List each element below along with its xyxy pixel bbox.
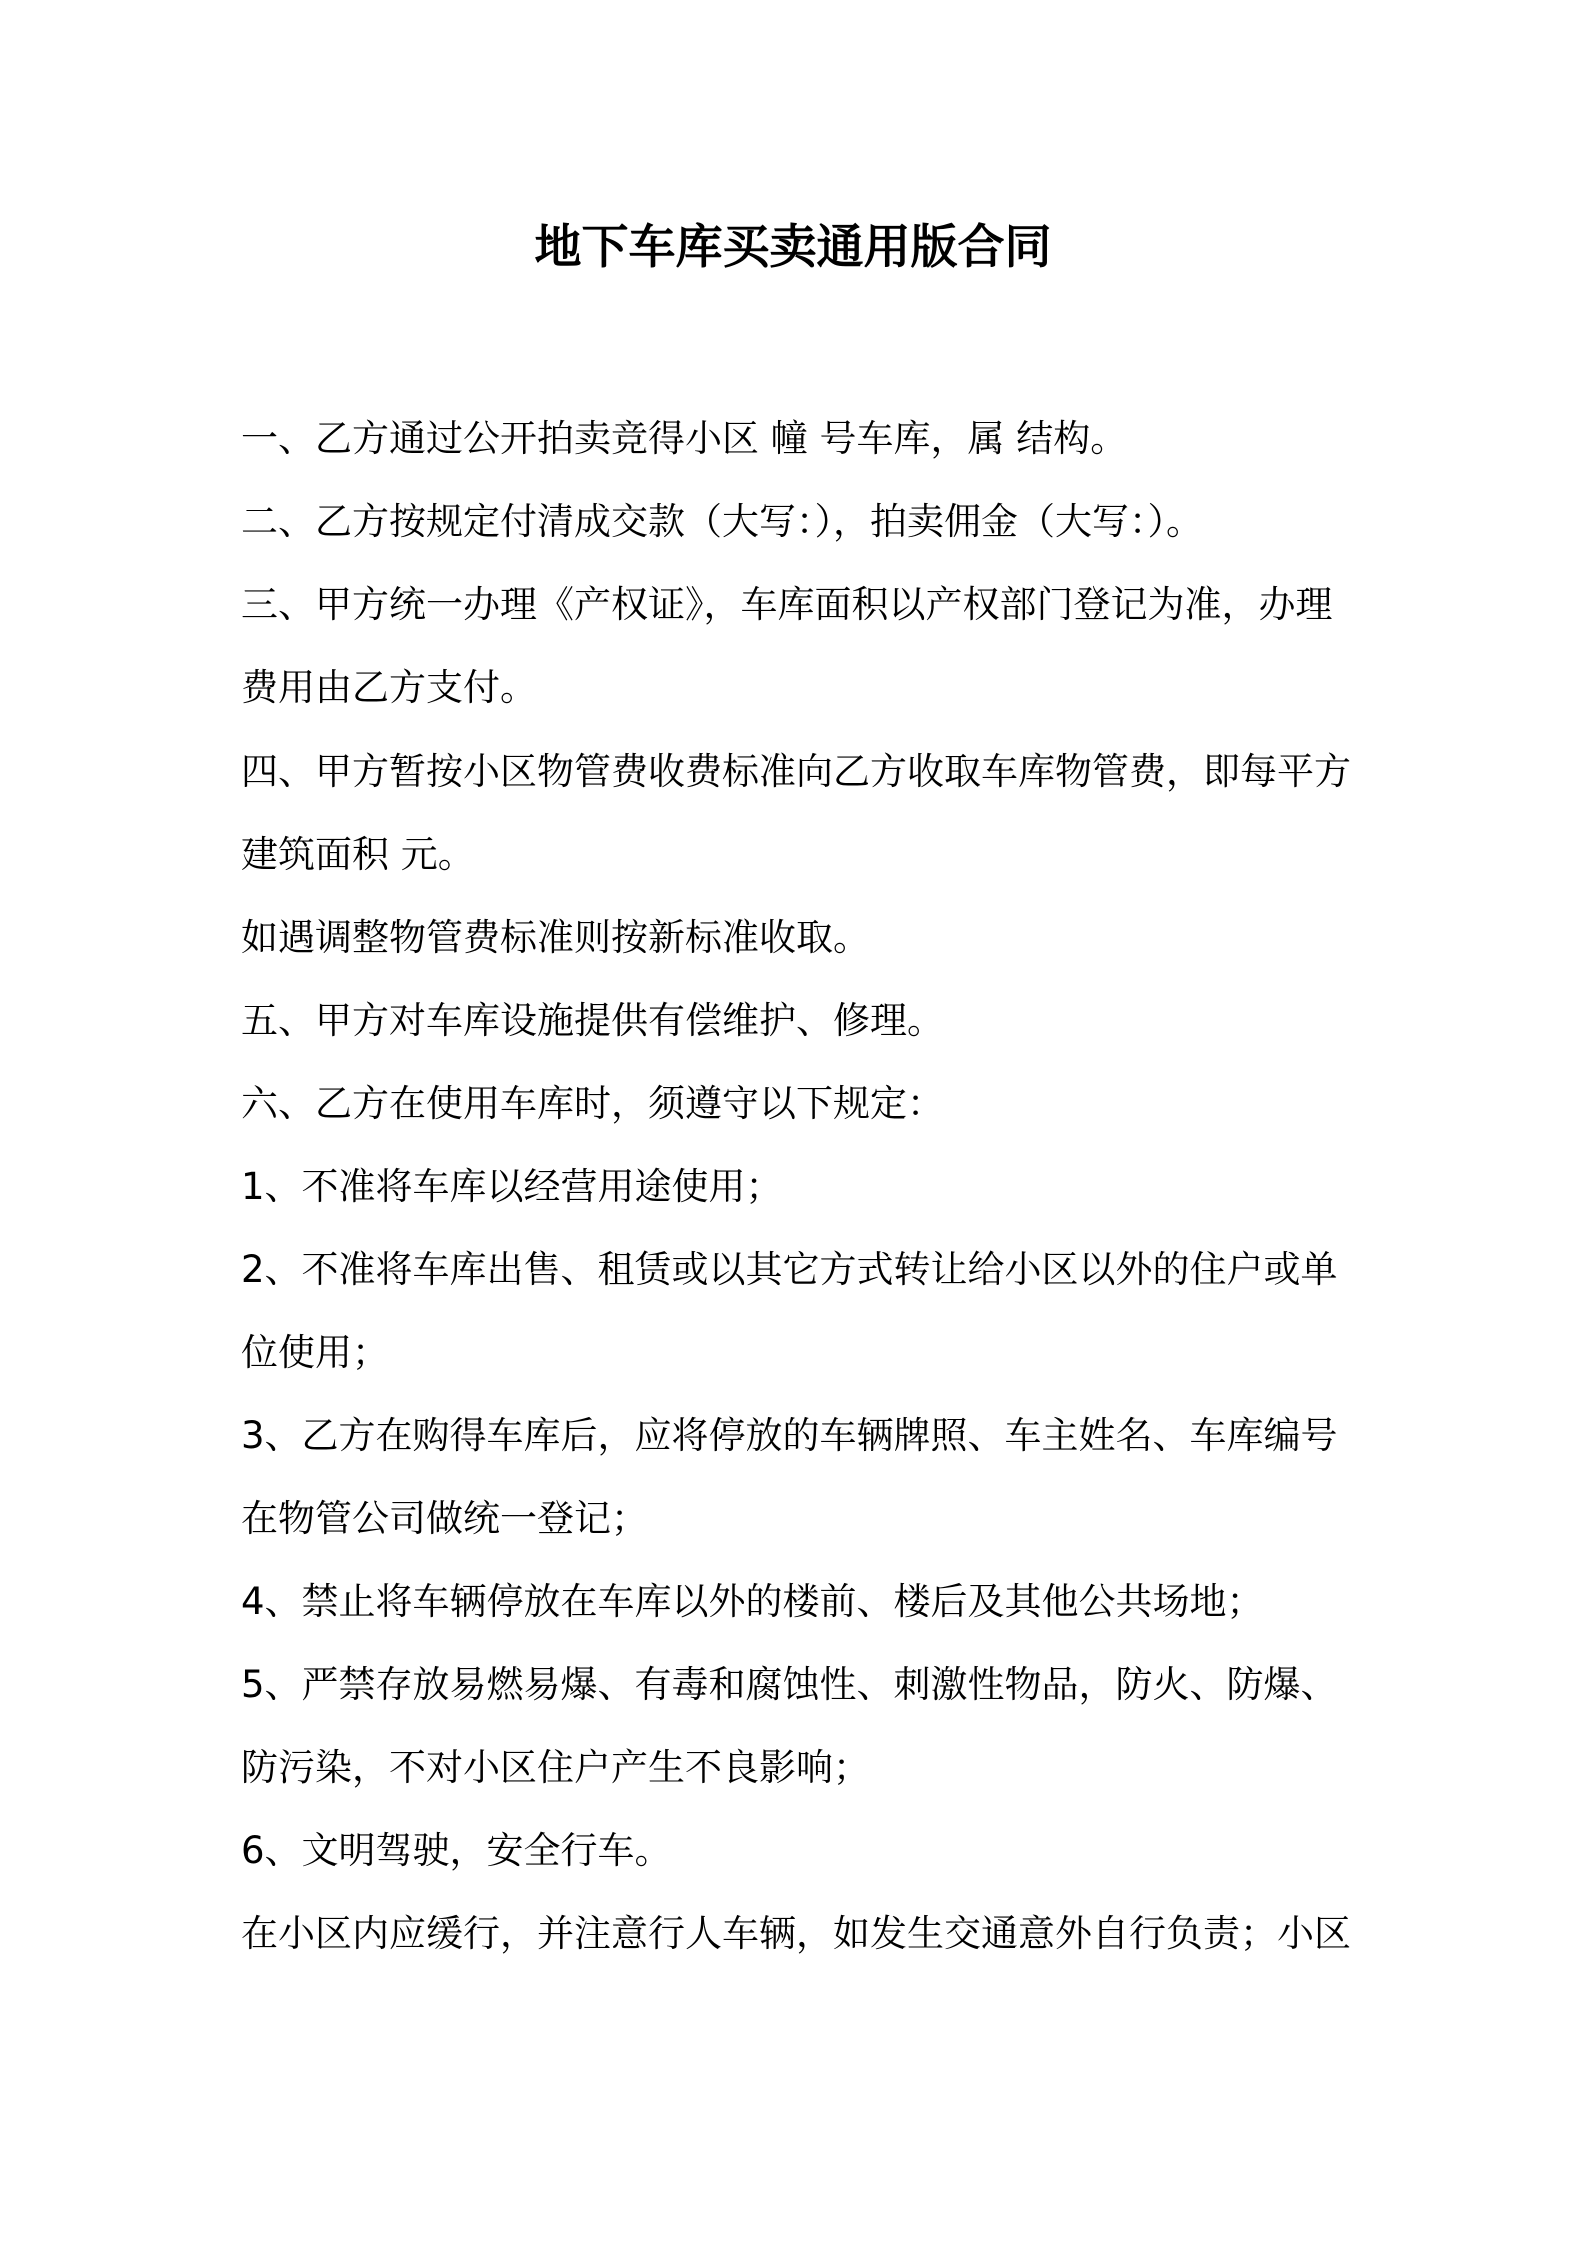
clause-6: 六、乙方在使用车库时，须遵守以下规定： [241,1082,944,1125]
rule-2: 2、不准将车库出售、租赁或以其它方式转让给小区以外的住户或单 [241,1248,1338,1291]
clause-1: 一、乙方通过公开拍卖竞得小区 幢 号车库，属 结构。 [241,417,1128,460]
rule-5: 5、严禁存放易燃易爆、有毒和腐蚀性、刺激性物品，防火、防爆、 [241,1663,1338,1706]
document-title: 地下车库买卖通用版合同 [534,220,1052,275]
clause-2: 二、乙方按规定付清成交款（大写：），拍卖佣金（大写：）。 [241,500,1203,543]
clause-4-continued: 建筑面积 元。 [241,833,475,876]
rule-3: 3、乙方在购得车库后，应将停放的车辆牌照、车主姓名、车库编号 [241,1414,1338,1457]
clause-4: 四、甲方暂按小区物管费收费标准向乙方收取车库物管费，即每平方 [241,750,1351,793]
clause-4-note: 如遇调整物管费标准则按新标准收取。 [241,916,870,959]
clause-3: 三、甲方统一办理《产权证》，车库面积以产权部门登记为准，办理 [241,583,1333,626]
clause-5: 五、甲方对车库设施提供有偿维护、修理。 [241,999,944,1042]
clause-3-continued: 费用由乙方支付。 [241,666,537,709]
rule-6: 6、文明驾驶，安全行车。 [241,1829,672,1872]
rule-2-continued: 位使用； [241,1331,389,1374]
rule-3-continued: 在物管公司做统一登记； [241,1497,648,1540]
rule-1: 1、不准将车库以经营用途使用； [241,1165,783,1208]
rule-5-continued: 防污染，不对小区住户产生不良影响； [241,1746,870,1789]
rule-4: 4、禁止将车辆停放在车库以外的楼前、楼后及其他公共场地； [241,1580,1264,1623]
rule-6-continued: 在小区内应缓行，并注意行人车辆，如发生交通意外自行负责；小区 [241,1912,1351,1955]
